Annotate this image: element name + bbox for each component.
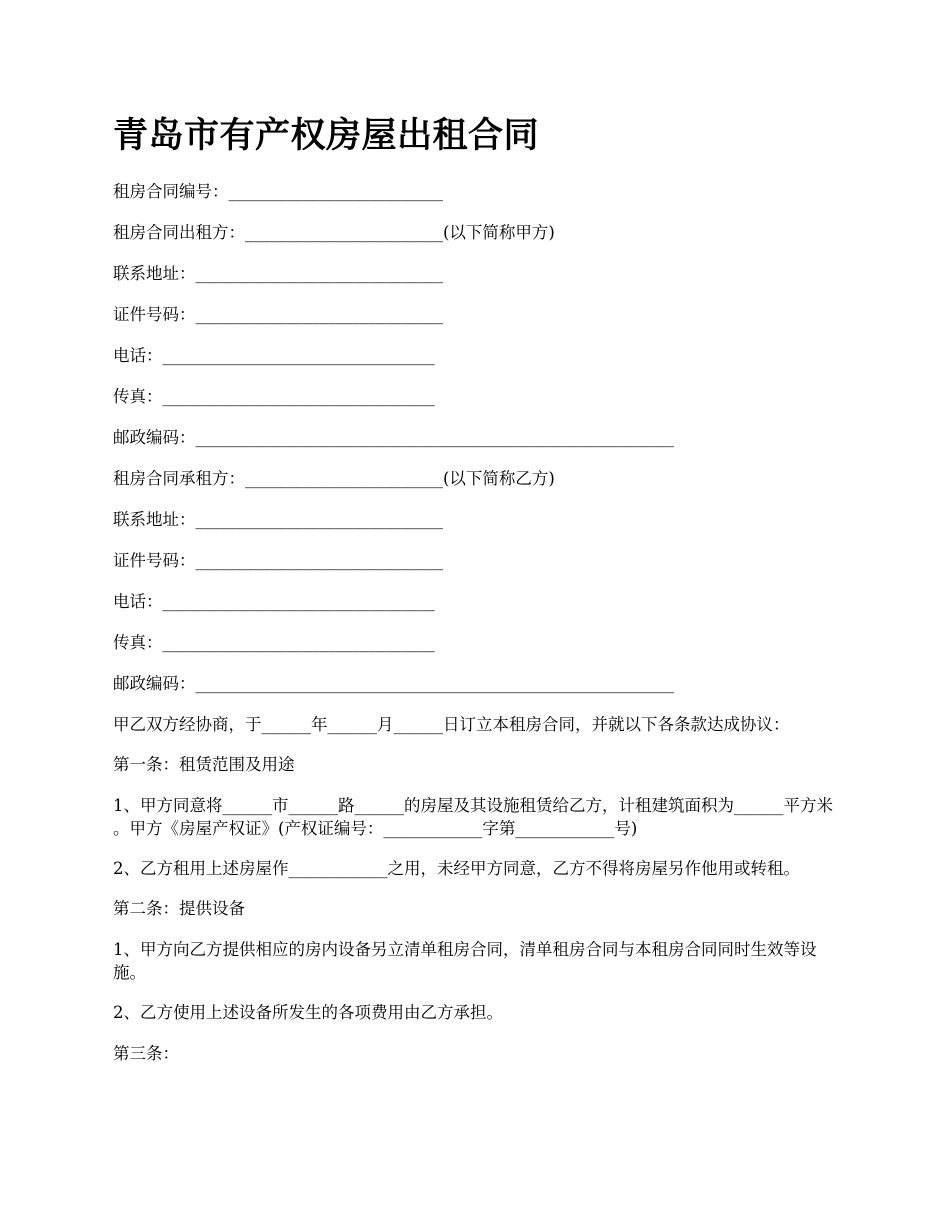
article-1-clause-1: 1、甲方同意将______市______路______的房屋及其设施租赁给乙方，计租建筑面积为______平方米 。甲方《房屋产权证》(产权证编号：____________字第____________号) — [113, 796, 839, 838]
lessor-postcode-line: 邮政编码：__________________________________________________________ — [113, 428, 674, 447]
contract-page — [113, 112, 843, 1083]
article-1-heading: 第一条：租赁范围及用途 — [113, 755, 295, 774]
lessee-postcode-line: 邮政编码：__________________________________________________________ — [113, 674, 674, 693]
lessee-line: 租房合同承租方：________________________(以下简称乙方) — [113, 469, 555, 488]
lessor-phone-line: 电话：_________________________________ — [113, 346, 435, 365]
article-1-clause-2: 2、乙方租用上述房屋作____________之用，未经甲方同意，乙方不得将房屋另作他用或转租。 — [113, 859, 800, 878]
agreement-intro-paragraph: 甲乙双方经协商，于______年______月______日订立本租房合同，并就以下各条款达成协议： — [113, 715, 790, 734]
lessee-id-line: 证件号码：______________________________ — [113, 551, 443, 570]
article-2-clause-2: 2、乙方使用上述设备所发生的各项费用由乙方承担。 — [113, 1003, 503, 1022]
lessee-phone-line: 电话：_________________________________ — [113, 592, 435, 611]
lessor-line: 租房合同出租方：________________________(以下简称甲方) — [113, 223, 555, 242]
article-3-heading: 第三条： — [113, 1044, 179, 1063]
lessor-fax-line: 传真：_________________________________ — [113, 387, 435, 406]
contract-number-line: 租房合同编号：__________________________ — [113, 182, 443, 201]
article-2-clause-1: 1、甲方向乙方提供相应的房内设备另立清单租房合同，清单租房合同与本租房合同同时生效等设施。 — [113, 940, 817, 982]
lessor-id-line: 证件号码：______________________________ — [113, 305, 443, 324]
lessee-fax-line: 传真：_________________________________ — [113, 633, 435, 652]
lessor-address-line: 联系地址：______________________________ — [113, 264, 443, 283]
article-2-heading: 第二条：提供设备 — [113, 899, 245, 918]
document-title: 青岛市有产权房屋出租合同 — [113, 116, 540, 156]
lessee-address-line: 联系地址：______________________________ — [113, 510, 443, 529]
